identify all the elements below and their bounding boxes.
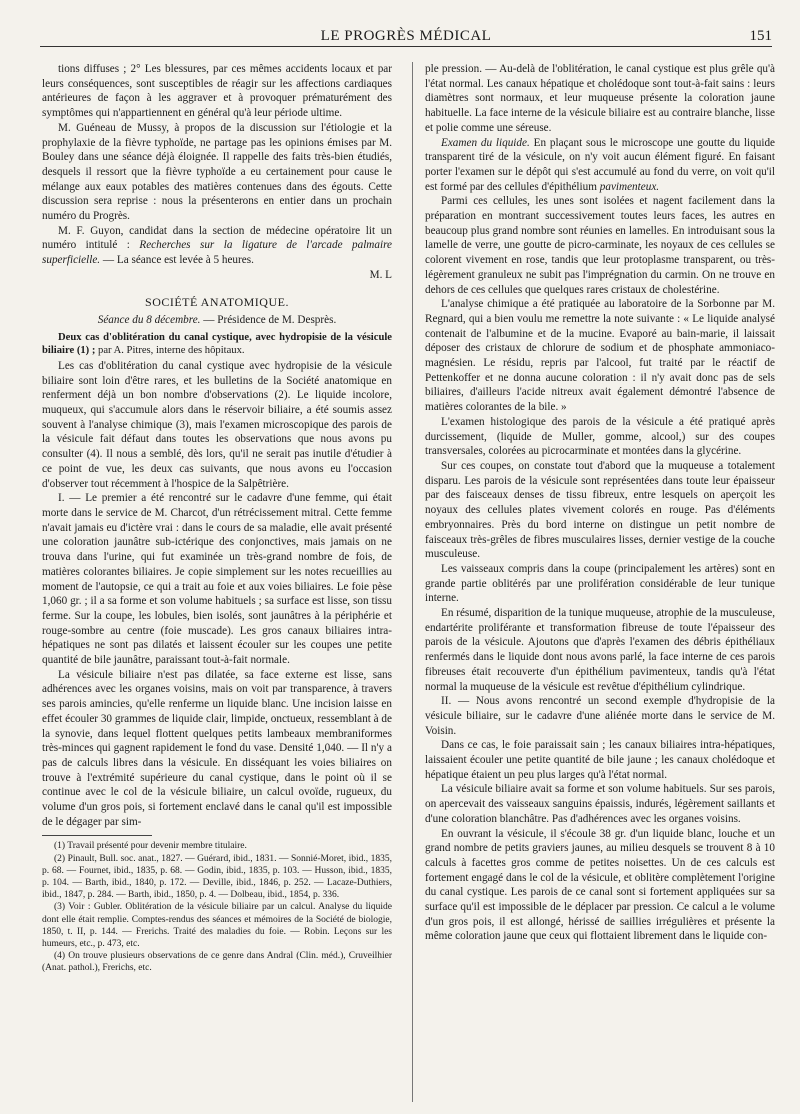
footnote: (2) Pinault, Bull. soc. anat., 1827. — Guérard, ibid., 1831. — Sonnié-Moret, ibid., 1835, p. 68. — Fournet, ibid., 1835, p. 68. — Godin, ibid., 1835, p. 103. — Husson, ibid., 1835, p. 104. — Barth, ibid., 1840, p. 172. — Deville, ibid., 1846, p. 252. — Lacaze-Duthiers, ibid., 1847, p. 284. — Barth, ibid., 1850, p. 4. — Dolbeau, ibid., 1854, p. 336.	[42, 853, 392, 901]
paragraph: En résumé, disparition de la tunique muqueuse, atrophie de la musculeuse, endartérite proliférante et transformation fibreuse de toute l'épaisseur des parois de la vésicule. Ajoutons que d'après l'examen des débris épithéliaux renfermés dans le liquide dont nous avons parlé, la face interne de ces parois fibreuses était recouverte d'un épithélium pavimenteux, tandis qu'à l'état normal la muqueuse de la vésicule est revêtue d'épithélium cylindrique.	[425, 607, 775, 693]
page-number: 151	[749, 28, 772, 44]
paragraph: Dans ce cas, le foie paraissait sain ; les canaux biliaires intra-hépatiques, laissaient écouler une petite quantité de bile jaune ; les canaux cholédoque et hépatique étaient un peu plus larges qu'à l'état normal.	[425, 739, 775, 781]
paragraph: La vésicule biliaire n'est pas dilatée, sa face externe est lisse, sans adhérences avec les organes voisins, mais on voit par transparence, à travers ses parois amincies, qu'elle renferme un liquide blanc. Une incision laisse en effet écouler 30 grammes de liquide clair, limpide, onctueux, ressemblant à de la synovie, dans lequel flottent quelques petits lambeaux membraniformes très-minces qui gagnent rapidement le fond du vase. Densité 1,040. — Il n'y a pas de calculs libres dans la vésicule. En disséquant les voies biliaires on trouve à l'extrémité supérieure du canal cystique, dans le point où il se continue avec le col de la vésicule biliaire, un calcul ovoïde, rugueux, du volume d'un gros pois, si fortement enclavé dans le canal qu'il est impossible de le dégager par sim-	[42, 668, 392, 828]
paragraph: L'analyse chimique a été pratiquée au laboratoire de la Sorbonne par M. Regnard, qui a bien voulu me remettre la note suivante : « Le liquide analysé contenait de l'albumine et de la mucine. Evaporé au bain-marie, il laissait déposer des cristaux de chlorure de sodium et de phosphate ammoniaco-magnésien. Le résidu, repris par l'alcool, fut traité par le réactif de Pettenkoffer et ne donna aucune coloration : il n'y avait donc pas de sels biliaires, d'ailleurs l'acide nitreux avait également démontré l'absence de matières colorantes de la bile. »	[425, 298, 775, 414]
column-divider	[412, 62, 413, 1102]
paragraph: Examen du liquide. En plaçant sous le microscope une goutte du liquide transparent tiré de la vésicule, on n'y voit aucun élément figuré. En faisant porter l'examen sur le dépôt qui s'est accumulé au fond du verre, on voit qu'il est formé par des cellules d'épithélium pavimenteux.	[425, 136, 775, 193]
page-header	[40, 26, 772, 47]
footnote: (3) Voir : Gubler. Oblitération de la vésicule biliaire par un calcul. Analyse du liquide dont elle était remplie. Comptes-rendus des séances et mémoires de la Société de biologie, 1850, t. II, p. 144. — Frerichs. Traité des maladies du foie. — Robin. Leçons sur les humeurs, etc., p. 473, etc.	[42, 902, 392, 950]
paragraph: M. Guéneau de Mussy, à propos de la discussion sur l'étiologie et la prophylaxie de la fièvre typhoïde, ne partage pas les opinions émises par M. Bouley dans une séance déjà éloignée. Il rappelle des faits très-bien étudiés, desquels il ressort que la fièvre typhoïde a eu certainement pour cause le mélange aux eaux potables des matières contenues dans des égouts. Cette discussion sera reprise : nous la présenterons en entier dans un prochain numéro du Progrès.	[42, 121, 392, 223]
section-heading: SOCIÉTÉ ANATOMIQUE.	[145, 294, 289, 309]
paragraph: Les cas d'oblitération du canal cystique avec hydropisie de la vésicule biliaire sont loin d'être rares, et les bulletins de la Société anatomique en renferment déjà un bon nombre d'observations (2). Le liquide incolore, muqueux, qui s'accumule alors dans le réservoir biliaire, a été soumis assez souvent à l'analyse chimique (3), mais l'examen microscopique des parois de la vésicule fait défaut dans toutes les observations que nous avons pu consulter (4). Il nous a semblé, dès lors, qu'il ne serait pas inutile d'étudier à ce point de vue, les deux cas suivants, que nous avons eu l'occasion d'observer tout récemment à l'hospice de la Salpêtrière.	[42, 359, 392, 490]
paragraph: La vésicule biliaire avait sa forme et son volume habituels. Sur ses parois, on apercevait des vaisseaux sanguins épaissis, indurés, légèrement saillants et d'une coloration blanchâtre. Pas d'adhérences avec les organes voisins.	[425, 783, 775, 825]
paragraph: I. — Le premier a été rencontré sur le cadavre d'une femme, qui était morte dans le service de M. Charcot, d'un rétrécissement mitral. Cette femme n'avait jamais eu d'ictère vrai : dans le cours de sa maladie, elle avait présenté une coloration jaunâtre sub-ictérique des conjonctives, mais jamais on ne trouva dans l'urine, qui fut examinée un très-grand nombre de fois, de matières colorantes biliaires. Je copie simplement sur les notes recueillies au moment de l'autopsie, ce qui a trait au foie et aux voies biliaires. Le foie pèse 1,060 gr. ; il a sa forme et son volume habituels ; sa surface est lisse, son tissu ferme. Sur la coupe, les lobules, bien isolés, sont jaunâtres à la périphérie et rouge-sombre au centre (foie muscade). Les gros canaux biliaires intra-hépatiques ne sont pas dilatés et laissent écouler sur les coupes une petite quantité de bile jaunâtre, paraissant tout-à-fait normale.	[42, 492, 392, 667]
paragraph: Parmi ces cellules, les unes sont isolées et nagent facilement dans la préparation en montrant successivement toutes leurs faces, les autres en beaucoup plus grand nombre sont réunies en lamelles. En introduisant sous la lamelle de verre, une goutte de picro-carminate, les noyaux de ces cellules se colorent vivement en rose, tandis que leur protoplasme transparent, ou très-légèrement granuleux ne subit pas l'imprégnation du carmin. On ne trouve en dehors de ces cellules que quelques rares cristaux de cholestérine.	[425, 195, 775, 296]
paragraph: M. F. Guyon, candidat dans la section de médecine opératoire lit un numéro intitulé : Recherches sur la ligature de l'arcade palmaire superficielle. — La séance est levée à 5 heures.	[42, 224, 392, 267]
article-title: Deux cas d'oblitération du canal cystique, avec hydropisie de la vésicule biliaire (1) ; par A. Pitres, interne des hôpitaux.	[42, 331, 392, 357]
paragraph: tions diffuses ; 2° Les blessures, par ces mêmes accidents locaux et par leurs conséquences, sont susceptibles de réagir sur les affections cardiaques antérieures de façon à les aggraver et à provoquer prématurément des symptômes qui n'appartiennent en général qu'à leur période ultime.	[42, 63, 392, 120]
paragraph: II. — Nous avons rencontré un second exemple d'hydropisie de la vésicule biliaire, sur le cadavre d'une aliénée morte dans le service de M. Voisin.	[425, 695, 775, 737]
paper-title: Recherches sur la ligature de l'arcade palmaire superficielle.	[42, 239, 392, 267]
left-column	[42, 62, 392, 1102]
footnote: (4) On trouve plusieurs observations de ce genre dans Andral (Clin. méd.), Cruveilhier (Anat. pathol.), Frerichs, etc.	[42, 951, 392, 974]
session-line: Séance du 8 décembre. — Présidence de M. Desprès.	[97, 314, 337, 327]
footnote: (1) Travail présenté pour devenir membre titulaire.	[54, 841, 247, 852]
paragraph: En ouvrant la vésicule, il s'écoule 38 gr. d'un liquide blanc, louche et un grand nombre de petits graviers jaunes, au milieu desquels se trouvent 8 à 10 calculs à facettes gros comme de petites noisettes. Un de ces calculs est fortement engagé dans le col de la vésicule, et oblitère complètement l'origine du canal cystique. Les parois de ce canal sont si fortement appliquées sur sa surface qu'il est impossible de le déplacer par pression. Ce calcul a le volume d'un gros pois, il est allongé, hérissé de saillies irrégulières et présente la même coloration jaune que ceux qui flottaient librement dans le liquide con-	[425, 827, 775, 943]
paragraph: L'examen histologique des parois de la vésicule a été pratiqué après durcissement, (liquide de Muller, gomme, alcool,) sur des coupes transversales, colorées au picrocarminate et montées dans la glycérine.	[425, 415, 775, 458]
paragraph: ple pression. — Au-delà de l'oblitération, le canal cystique est plus grêle qu'à l'état normal. Les canaux hépatique et cholédoque sont tout-à-fait sains : leurs diamètres sont normaux, et leur muqueuse présente la coloration jaune habituelle. La face interne de la vésicule biliaire est au contraire blanche, lisse et polie comme une séreuse.	[425, 63, 775, 134]
paragraph: Les vaisseaux compris dans la coupe (principalement les artères) sont en grande partie oblitérés par une prolifération considérable de leur tunique interne.	[425, 562, 775, 605]
paragraph: Sur ces coupes, on constate tout d'abord que la muqueuse a totalement disparu. Les parois de la vésicule sont représentées dans toute leur épaisseur par des faisceaux denses de tissu fibreux, entre lesquels on aperçoit les noyaux des cellules plates vivement colorés en rouge. Pas d'éléments embryonnaires. Près du bord interne on distingue un petit nombre de faisceaux très-grêles de fibres musculaires lisses, dernier vestige de la couche musculeuse.	[425, 459, 775, 561]
signature: M. L	[369, 268, 392, 281]
footnote-separator	[42, 835, 152, 836]
running-title: LE PROGRÈS MÉDICAL	[320, 28, 492, 44]
right-column	[425, 62, 775, 1102]
